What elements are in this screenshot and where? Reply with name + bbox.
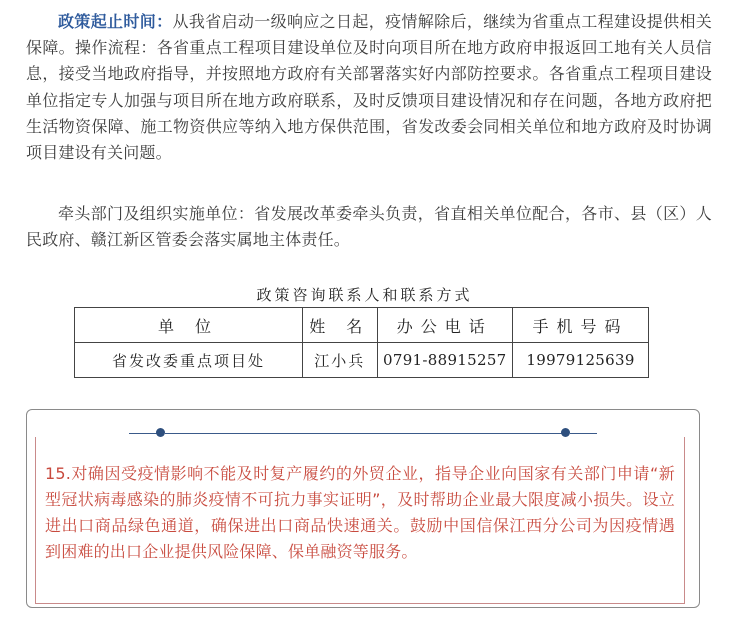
contact-table-title: 政策咨询联系人和联系方式 xyxy=(256,286,473,304)
notice-text: 15.对确因受疫情影响不能及时复产履约的外贸企业，指导企业向国家有关部门申请“新型冠状病毒感染的肺炎疫情不可抗力事实证明”，及时帮助企业最大限度减小损失。设立进出口商品绿色通道，确保进出口商品快速通关。鼓励中国信保江西分公司为因疫情遇到困难的出口企业提供风险保障、保单融资等服务。 xyxy=(45,464,675,561)
decoration-dot-left-icon xyxy=(156,428,165,437)
decoration-dot-right-icon xyxy=(561,428,570,437)
policy-time-label: 政策起止时间： xyxy=(58,12,173,31)
cell-name: 江小兵 xyxy=(303,343,378,378)
contact-table xyxy=(74,307,649,378)
table-row xyxy=(75,343,649,378)
header-office-phone: 办公电话 xyxy=(377,308,513,343)
contact-table-header-row xyxy=(75,308,649,343)
policy-time-paragraph xyxy=(26,9,712,166)
cell-mobile: 19979125639 xyxy=(513,343,649,378)
header-unit: 单 位 xyxy=(75,308,303,343)
cell-office-phone: 0791-88915257 xyxy=(377,343,513,378)
cell-unit: 省发改委重点项目处 xyxy=(75,343,303,378)
header-name: 姓 名 xyxy=(303,308,378,343)
lead-department-paragraph: 牵头部门及组织实施单位：省发展改革委牵头负责，省直相关单位配合，各市、县（区）人民政府、赣江新区管委会落实属地主体责任。 xyxy=(26,204,712,250)
policy-time-text: 从我省启动一级响应之日起，疫情解除后，继续为省重点工程建设提供相关保障。操作流程：各省重点工程项目建设单位及时向项目所在地方政府申报返回工地有关人员信息，接受当地政府指导，并按照地方政府有关部署落实好内部防控要求。各省重点工程项目建设单位指定专人加强与项目所在地方政府联系，及时反馈项目建设情况和存在问题，各地方政府把生活物资保障、施工物资供应等纳入地方保供范围，省发改委会同相关单位和地方政府及时协调项目建设有关问题。 xyxy=(26,12,712,163)
decoration-line-center xyxy=(165,433,563,434)
header-mobile: 手机号码 xyxy=(513,308,649,343)
decoration-line-right xyxy=(570,433,597,434)
